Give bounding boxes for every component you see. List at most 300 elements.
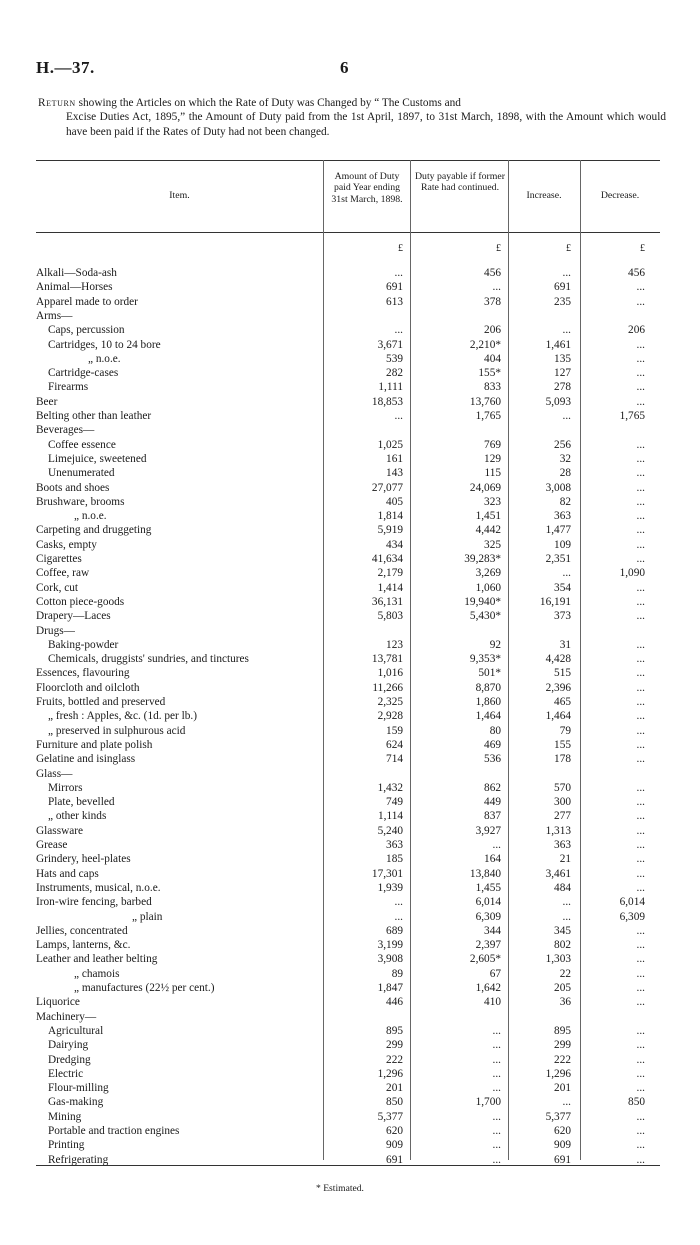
item-name: Floorcloth and oilcloth: [36, 681, 140, 694]
item-name: Jellies, concentrated: [36, 924, 128, 937]
table-row: [0, 280, 700, 294]
increase-cell: 2,396: [545, 681, 571, 694]
item-name: Cork, cut: [36, 581, 79, 594]
former-rate-cell: 115: [484, 467, 501, 480]
table-row: [0, 609, 700, 623]
decrease-cell: ...: [636, 953, 645, 966]
item-name: Animal—Horses: [36, 281, 113, 294]
increase-cell: 515: [554, 667, 571, 680]
item-name: Drapery—Laces: [36, 610, 111, 623]
item-name: Fruits, bottled and preserved: [36, 696, 166, 708]
table-row: [0, 266, 700, 280]
item-name: „ n.o.e.: [74, 510, 107, 523]
former-rate-cell: 3,269: [475, 567, 501, 580]
decrease-cell: ...: [636, 581, 645, 594]
duty-paid-cell: 18,853: [371, 395, 403, 408]
former-rate-cell: 410: [484, 996, 501, 1009]
item-name: Beverages—: [36, 424, 95, 437]
increase-cell: 205: [554, 982, 571, 994]
item-name: Portable and traction engines: [48, 1125, 180, 1137]
former-rate-cell: 2,605*: [469, 953, 501, 966]
former-rate-cell: 1,451: [475, 510, 501, 523]
table-row: [0, 938, 700, 952]
duty-paid-cell: 689: [386, 924, 403, 937]
increase-cell: 3,008: [545, 481, 571, 494]
former-rate-cell: ...: [492, 1110, 501, 1123]
table-row: [0, 380, 700, 394]
item-name: Lamps, lanterns, &c.: [36, 939, 131, 952]
page-number: 6: [340, 58, 349, 77]
increase-cell: 28: [559, 467, 571, 480]
item-name: „ fresh : Apples, &c. (1d. per lb.): [48, 710, 198, 723]
former-rate-cell: 155*: [478, 367, 501, 380]
item-name: Machinery—: [36, 1010, 97, 1023]
decrease-cell: 206: [628, 324, 645, 337]
table-row: [0, 724, 700, 738]
decrease-cell: ...: [636, 1067, 645, 1080]
item-name: Gas-making: [48, 1096, 104, 1109]
former-rate-cell: 1,860: [475, 696, 501, 708]
duty-paid-cell: 749: [386, 796, 403, 809]
item-name: Agricultural: [48, 1024, 104, 1037]
decrease-cell: ...: [636, 1153, 645, 1166]
unit-pound: £: [398, 243, 403, 254]
increase-cell: 1,313: [545, 824, 571, 837]
decrease-cell: ...: [636, 681, 645, 694]
duty-paid-cell: 36,131: [371, 595, 403, 608]
duty-paid-cell: 13,781: [371, 653, 403, 666]
item-name: Coffee, raw: [36, 567, 90, 580]
item-name: Alkali—Soda-ash: [36, 267, 117, 279]
table-row: [0, 652, 700, 666]
increase-cell: 895: [554, 1024, 571, 1037]
item-name: Mirrors: [48, 781, 83, 794]
decrease-cell: ...: [636, 1139, 645, 1152]
duty-paid-cell: ...: [394, 267, 403, 279]
item-name: Iron-wire fencing, barbed: [36, 896, 152, 909]
duty-paid-cell: 1,296: [377, 1067, 403, 1080]
item-name: Apparel made to order: [36, 295, 138, 308]
item-name: „ preserved in sulphurous acid: [48, 724, 186, 737]
former-rate-cell: 6,014: [475, 896, 501, 909]
item-name: Electric: [48, 1067, 84, 1080]
increase-cell: 570: [554, 781, 571, 794]
former-rate-cell: 456: [484, 267, 501, 279]
duty-paid-cell: 161: [386, 452, 403, 465]
decrease-cell: ...: [636, 481, 645, 494]
duty-paid-cell: 539: [386, 352, 403, 365]
duty-paid-cell: 1,111: [378, 381, 403, 394]
increase-cell: 21: [559, 853, 571, 866]
increase-cell: 3,461: [545, 867, 571, 880]
table-row: [0, 509, 700, 523]
increase-cell: 1,461: [545, 338, 571, 351]
decrease-cell: ...: [636, 438, 645, 451]
former-rate-cell: ...: [492, 1125, 501, 1137]
former-rate-cell: 4,442: [475, 524, 501, 537]
former-rate-cell: 862: [484, 781, 501, 794]
table-row: [0, 666, 700, 680]
duty-paid-cell: 434: [386, 538, 403, 551]
item-name: Liquorice: [36, 996, 80, 1009]
increase-cell: 222: [554, 1053, 571, 1066]
decrease-cell: ...: [636, 1110, 645, 1123]
former-rate-cell: ...: [492, 1024, 501, 1037]
item-name: Furniture and plate polish: [36, 738, 153, 751]
former-rate-cell: 67: [489, 967, 501, 980]
increase-cell: 135: [554, 352, 571, 365]
former-rate-cell: 1,765: [475, 410, 501, 422]
duty-paid-cell: 185: [386, 853, 403, 866]
item-name: Coffee essence: [48, 438, 116, 451]
increase-cell: 278: [554, 381, 571, 394]
item-name: Plate, bevelled: [48, 796, 115, 809]
increase-cell: 22: [559, 967, 571, 980]
duty-paid-cell: 1,114: [378, 810, 403, 823]
increase-cell: 109: [554, 538, 571, 551]
table-row: [0, 995, 700, 1009]
currency-unit-row: [0, 242, 700, 256]
decrease-cell: ...: [636, 810, 645, 823]
decrease-cell: ...: [636, 696, 645, 708]
increase-cell: ...: [562, 410, 571, 422]
decrease-cell: ...: [636, 853, 645, 866]
increase-cell: 691: [554, 281, 571, 294]
duty-paid-cell: 3,908: [377, 953, 403, 966]
table-row: [0, 481, 700, 495]
table-row: [0, 895, 700, 909]
increase-cell: 1,464: [545, 710, 571, 723]
duty-paid-cell: 2,179: [377, 567, 403, 580]
decrease-cell: ...: [636, 667, 645, 680]
item-name: Flour-milling: [48, 1082, 109, 1095]
increase-cell: 277: [554, 810, 571, 823]
duty-paid-cell: 11,266: [372, 681, 403, 694]
table-row: [0, 1124, 700, 1138]
item-name: Dairying: [48, 1039, 89, 1052]
item-name: Limejuice, sweetened: [48, 452, 147, 465]
duty-paid-cell: 1,414: [377, 581, 403, 594]
item-name: Grease: [36, 839, 68, 851]
former-rate-cell: 13,760: [469, 395, 501, 408]
item-name: Glass—: [36, 767, 73, 780]
table-row: [0, 1095, 700, 1109]
increase-cell: 79: [559, 724, 571, 737]
header-bottom-rule: [36, 232, 660, 233]
duty-paid-cell: 299: [386, 1039, 403, 1052]
column-header-former-rate: Duty payable if former Rate had continued.: [414, 171, 506, 194]
item-name: Gelatine and isinglass: [36, 753, 136, 766]
duty-paid-cell: 5,240: [377, 824, 403, 837]
duty-paid-cell: 1,847: [377, 982, 403, 994]
decrease-cell: ...: [636, 1024, 645, 1037]
increase-cell: 4,428: [545, 653, 571, 666]
duty-paid-cell: 27,077: [371, 481, 403, 494]
column-header-increase: Increase.: [526, 190, 562, 201]
table-row: [0, 709, 700, 723]
decrease-cell: ...: [636, 381, 645, 394]
increase-cell: 1,303: [545, 953, 571, 966]
table-row: [0, 738, 700, 752]
item-name: Baking-powder: [48, 638, 119, 651]
table-row: [0, 295, 700, 309]
former-rate-cell: 536: [484, 753, 501, 766]
increase-cell: 465: [554, 696, 571, 708]
decrease-cell: ...: [636, 524, 645, 537]
table-row: [0, 1153, 700, 1167]
item-name: Refrigerating: [48, 1153, 109, 1166]
table-row: [0, 466, 700, 480]
increase-cell: 1,477: [545, 524, 571, 537]
table-row: [0, 981, 700, 995]
former-rate-cell: 3,927: [475, 824, 501, 837]
former-rate-cell: 1,455: [475, 881, 501, 894]
former-rate-cell: 469: [484, 738, 501, 751]
duty-paid-cell: 405: [386, 495, 403, 508]
table-row: [0, 523, 700, 537]
unit-pound: £: [496, 243, 501, 254]
title-lead-word: Return: [38, 97, 76, 109]
duty-paid-cell: 5,919: [377, 524, 403, 537]
duty-paid-cell: 714: [386, 753, 403, 766]
duty-paid-cell: ...: [394, 896, 403, 909]
increase-cell: 256: [554, 438, 571, 451]
duty-paid-cell: 282: [386, 367, 403, 380]
increase-cell: 484: [554, 881, 571, 894]
decrease-cell: ...: [636, 796, 645, 809]
increase-cell: 36: [559, 996, 571, 1009]
former-rate-cell: 129: [484, 452, 501, 465]
item-name: Glassware: [36, 824, 84, 837]
duty-paid-cell: 123: [386, 638, 403, 651]
decrease-cell: ...: [636, 638, 645, 651]
former-rate-cell: ...: [492, 1067, 501, 1080]
increase-cell: 802: [554, 939, 571, 952]
former-rate-cell: ...: [492, 839, 501, 851]
duty-paid-cell: 1,939: [377, 881, 403, 894]
former-rate-cell: 2,397: [475, 939, 501, 952]
former-rate-cell: ...: [492, 1139, 501, 1152]
duty-paid-cell: 41,634: [371, 553, 403, 565]
decrease-cell: ...: [636, 610, 645, 623]
table-row: [0, 323, 700, 337]
increase-cell: ...: [562, 896, 571, 909]
decrease-cell: ...: [636, 1082, 645, 1095]
former-rate-cell: 39,283*: [464, 553, 501, 565]
table-row: [0, 538, 700, 552]
duty-paid-cell: 909: [386, 1139, 403, 1152]
decrease-cell: ...: [636, 510, 645, 523]
table-row: [0, 952, 700, 966]
table-row: [0, 795, 700, 809]
former-rate-cell: 9,353*: [469, 653, 501, 666]
duty-paid-cell: 1,025: [377, 438, 403, 451]
page-reference: H.—37.: [36, 58, 95, 77]
former-rate-cell: 325: [484, 538, 501, 551]
former-rate-cell: 5,430*: [469, 610, 501, 623]
decrease-cell: ...: [636, 1053, 645, 1066]
former-rate-cell: 19,940*: [464, 595, 501, 608]
increase-cell: 691: [554, 1153, 571, 1166]
table-row: [0, 1024, 700, 1038]
table-row: [0, 924, 700, 938]
decrease-cell: ...: [636, 295, 645, 308]
duty-paid-cell: ...: [394, 910, 403, 923]
item-name: Mining: [48, 1110, 82, 1123]
duty-paid-cell: 3,199: [377, 939, 403, 952]
table-row: [0, 910, 700, 924]
former-rate-cell: 449: [484, 796, 501, 809]
table-row: [0, 338, 700, 352]
item-name: Unenumerated: [48, 467, 115, 480]
former-rate-cell: 769: [484, 438, 501, 451]
table-row: [0, 695, 700, 709]
decrease-cell: 1,765: [619, 410, 645, 422]
former-rate-cell: 1,464: [475, 710, 501, 723]
table-row: [0, 881, 700, 895]
item-name: „ manufactures (22½ per cent.): [74, 982, 215, 994]
increase-cell: 155: [554, 738, 571, 751]
table-row: [0, 1038, 700, 1052]
former-rate-cell: 206: [484, 324, 501, 337]
item-name: Dredging: [48, 1053, 91, 1066]
table-row: [0, 309, 700, 323]
former-rate-cell: 24,069: [469, 481, 501, 494]
decrease-cell: ...: [636, 467, 645, 480]
duty-paid-cell: 89: [391, 967, 403, 980]
decrease-cell: ...: [636, 352, 645, 365]
item-name: Beer: [36, 395, 58, 408]
duty-paid-cell: 3,671: [377, 338, 403, 351]
item-name: Cigarettes: [36, 553, 82, 565]
decrease-cell: ...: [636, 996, 645, 1009]
decrease-cell: ...: [636, 867, 645, 880]
table-row: [0, 581, 700, 595]
duty-paid-cell: 159: [386, 724, 403, 737]
decrease-cell: ...: [636, 395, 645, 408]
increase-cell: 235: [554, 295, 571, 308]
former-rate-cell: 2,210*: [469, 338, 501, 351]
table-row: [0, 452, 700, 466]
return-title: [38, 96, 666, 139]
table-row: [0, 438, 700, 452]
item-name: Cartridges, 10 to 24 bore: [48, 338, 161, 351]
decrease-cell: ...: [636, 967, 645, 980]
former-rate-cell: 323: [484, 495, 501, 508]
column-header-decrease: Decrease.: [600, 190, 640, 201]
duty-paid-cell: 691: [386, 1153, 403, 1166]
item-name: „ other kinds: [48, 810, 107, 823]
item-name: „ chamois: [74, 967, 120, 980]
table-row: [0, 809, 700, 823]
decrease-cell: ...: [636, 553, 645, 565]
decrease-cell: 456: [628, 267, 645, 279]
increase-cell: 2,351: [545, 553, 571, 565]
duty-paid-cell: 2,928: [377, 710, 403, 723]
increase-cell: 909: [554, 1139, 571, 1152]
former-rate-cell: ...: [492, 1082, 501, 1095]
item-name: Leather and leather belting: [36, 953, 158, 966]
increase-cell: 201: [554, 1082, 571, 1095]
decrease-cell: ...: [636, 781, 645, 794]
table-row: [0, 1067, 700, 1081]
table-row: [0, 366, 700, 380]
item-name: Grindery, heel-plates: [36, 853, 131, 866]
decrease-cell: ...: [636, 367, 645, 380]
increase-cell: ...: [562, 267, 571, 279]
former-rate-cell: ...: [492, 281, 501, 294]
decrease-cell: ...: [636, 338, 645, 351]
duty-paid-cell: 1,016: [377, 667, 403, 680]
table-top-rule: [36, 160, 660, 161]
decrease-cell: ...: [636, 753, 645, 766]
item-name: Boots and shoes: [36, 481, 110, 494]
item-name: Arms—: [36, 309, 73, 322]
item-name: „ n.o.e.: [88, 352, 121, 365]
item-name: „ plain: [132, 910, 163, 923]
duty-paid-cell: 5,377: [377, 1110, 403, 1123]
table-row: [0, 838, 700, 852]
duty-paid-cell: 620: [386, 1125, 403, 1137]
former-rate-cell: 164: [484, 853, 501, 866]
title-line-1: showing the Articles on which the Rate of Duty was Changed by “ The Customs and: [78, 97, 461, 109]
duty-paid-cell: 143: [386, 467, 403, 480]
table-row: [0, 624, 700, 638]
table-row: [0, 1081, 700, 1095]
item-name: Carpeting and druggeting: [36, 524, 152, 537]
table-row: [0, 852, 700, 866]
duty-paid-cell: 1,814: [377, 510, 403, 523]
table-row: [0, 352, 700, 366]
table-row: [0, 552, 700, 566]
increase-cell: ...: [562, 324, 571, 337]
former-rate-cell: 404: [484, 352, 501, 365]
duty-paid-cell: 201: [386, 1082, 403, 1095]
decrease-cell: 1,090: [619, 567, 645, 580]
duty-paid-cell: ...: [394, 410, 403, 422]
item-name: Cotton piece-goods: [36, 595, 125, 608]
duty-paid-cell: 613: [386, 295, 403, 308]
increase-cell: 620: [554, 1125, 571, 1137]
decrease-cell: ...: [636, 538, 645, 551]
decrease-cell: ...: [636, 452, 645, 465]
increase-cell: 1,296: [545, 1067, 571, 1080]
duty-paid-cell: 691: [386, 281, 403, 294]
table-row: [0, 767, 700, 781]
decrease-cell: ...: [636, 839, 645, 851]
table-row: [0, 423, 700, 437]
increase-cell: 127: [554, 367, 571, 380]
duty-paid-cell: 17,301: [371, 867, 403, 880]
decrease-cell: ...: [636, 824, 645, 837]
decrease-cell: ...: [636, 924, 645, 937]
former-rate-cell: 13,840: [469, 867, 501, 880]
increase-cell: 300: [554, 796, 571, 809]
increase-cell: 373: [554, 610, 571, 623]
former-rate-cell: 6,309: [475, 910, 501, 923]
unit-pound: £: [640, 243, 645, 254]
item-name: Instruments, musical, n.o.e.: [36, 881, 161, 894]
item-name: Essences, flavouring: [36, 667, 130, 680]
increase-cell: 363: [554, 510, 571, 523]
former-rate-cell: 501*: [478, 667, 501, 680]
increase-cell: 5,093: [545, 395, 571, 408]
increase-cell: 32: [559, 452, 571, 465]
decrease-cell: ...: [636, 982, 645, 994]
former-rate-cell: 1,642: [475, 982, 501, 994]
former-rate-cell: 344: [484, 924, 501, 937]
table-row: [0, 495, 700, 509]
